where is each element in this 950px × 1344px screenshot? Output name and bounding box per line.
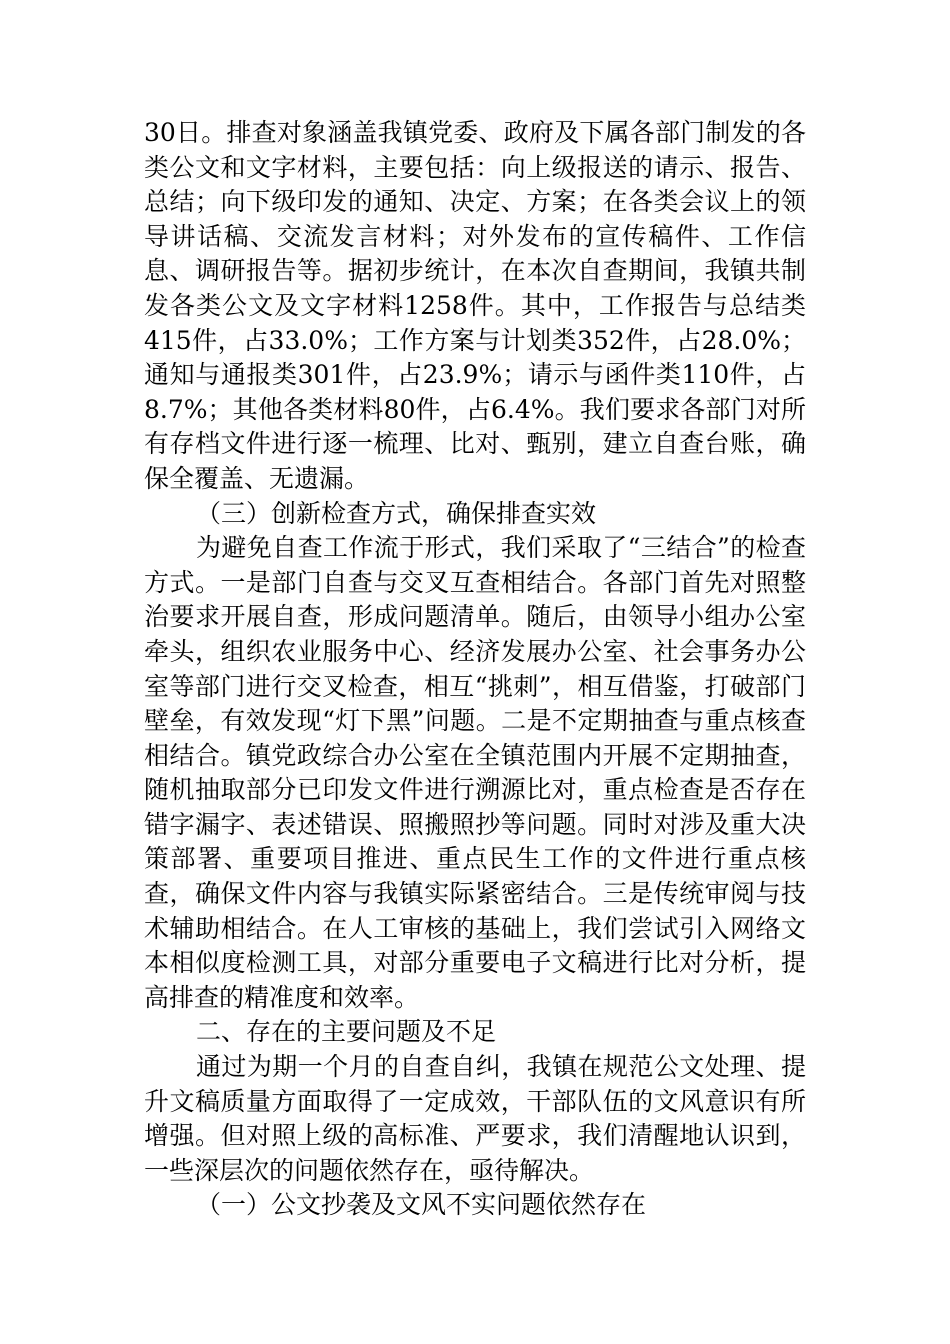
chapter-heading-2: 二、存在的主要问题及不足	[196, 1017, 497, 1047]
body-paragraph: 30日。排查对象涵盖我镇党委、政府及下属各部门制发的各类公文和文字材料，主要包括：向上级报送的请示、报告、总结；向下级印发的通知、决定、方案；在各类会议上的领导讲话稿、交流发言材料；对外发布的宣传稿件、工作信息、调研报告等。据初步统计，在本次自查期间，我镇共制发各类公文及文字材料1258件。其中，工作报告与总结类415件，占33.0%；工作方案与计划类352件，占28.0%；通知与通报类301件，占23.9%；请示与函件类110件，占8.7%；其他各类材料80件，占6.4%。我们要求各部门对所有存档文件进行逐一梳理、比对、甄别，建立自查台账，确保全覆盖、无遗漏。	[144, 118, 806, 493]
document-page	[144, 116, 806, 1223]
section-heading-1: （一）公文抄袭及文风不实问题依然存在	[196, 1190, 647, 1220]
body-paragraph: 通过为期一个月的自查自纠，我镇在规范公文处理、提升文稿质量方面取得了一定成效，干部队伍的文风意识有所增强。但对照上级的高标准、严要求，我们清醒地认识到，一些深层次的问题依然存在，亟待解决。	[144, 1052, 806, 1185]
body-paragraph: 为避免自查工作流于形式，我们采取了“三结合”的检查方式。一是部门自查与交叉互查相结合。各部门首先对照整治要求开展自查，形成问题清单。随后，由领导小组办公室牵头，组织农业服务中心、经济发展办公室、社会事务办公室等部门进行交叉检查，相互“挑刺”，相互借鉴，打破部门壁垒，有效发现“灯下黑”问题。二是不定期抽查与重点核查相结合。镇党政综合办公室在全镇范围内开展不定期抽查，随机抽取部分已印发文件进行溯源比对，重点检查是否存在错字漏字、表述错误、照搬照抄等问题。同时对涉及重大决策部署、重要项目推进、重点民生工作的文件进行重点核查，确保文件内容与我镇实际紧密结合。三是传统审阅与技术辅助相结合。在人工审核的基础上，我们尝试引入网络文本相似度检测工具，对部分重要电子文稿进行比对分析，提高排查的精准度和效率。	[144, 533, 806, 1012]
section-heading-3: （三）创新检查方式，确保排查实效	[196, 498, 597, 528]
